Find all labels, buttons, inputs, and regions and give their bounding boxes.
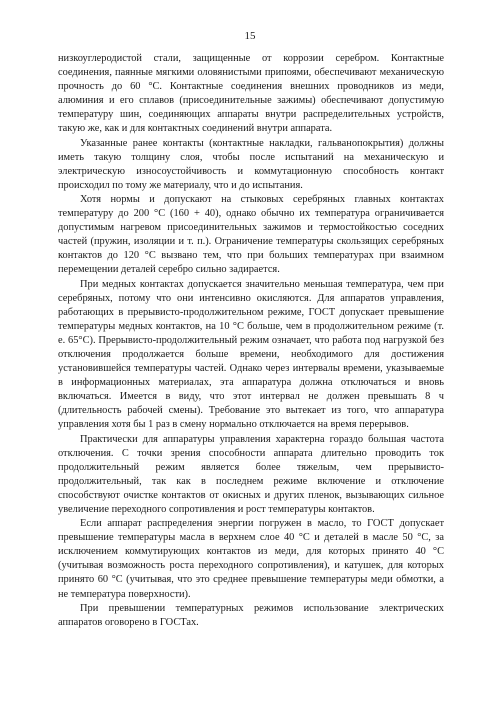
paragraph-copper-contacts: При медных контактах допускается значительно меньшая температура, чем при серебряных, потому что они интенсивно окисляются. Для аппаратов управления, работающих в прерывисто-продолжительном режиме, ГОСТ допускает превышение температуры медных контактов, на 10 °С больше, чем в продолжительном режиме (т. е. 65°С). Прерывисто-продолжительный режим означает, что работа под нагрузкой без отключения продолжается больше времени, необходимого для достижения установившейся температуры частей. Однако через интервалы времени, указываемые в информационных материалах, эта аппаратура должна отключаться и вновь включаться. Имеется в виду, что этот интервал не должен превышать 8 ч (длительность рабочей смены). Требование это вытекает из того, что аппаратура управления хотя бы 1 раз в смену нормально отключается на время перерывов. [58, 278, 444, 431]
paragraph-oil-immersed: Если аппарат распределения энергии погружен в масло, то ГОСТ допускает превышение температуры масла в верхнем слое 40 °С и деталей в масле 50 °С, за исключением коммутирующих контактов из меди, для которых принято 40 °С (учитывая возможность роста переходного сопротивления), и катушек, для которых принято 60 °С (учитывая, что это среднее превышение температуры меди обмотки, а не температура поверхности). [58, 518, 444, 600]
page-number: 15 [244, 30, 256, 42]
paragraph-gost-reference: При превышении температурных режимов использование электрических аппаратов оговорено в ГОСТах. [58, 602, 444, 628]
paragraph-switching-frequency: Практически для аппаратуры управления характерна гораздо большая частота отключения. С точки зрения способности аппарата длительно проводить ток продолжительный режим является более тяжелым, чем прерывисто-продолжительный, так как в последнем режиме включение и отключение способствуют очистке контактов от окисных и других пленок, вызывающих сильное увеличение переходного сопротивления и рост температуры контактов. [58, 433, 444, 515]
paragraph-contact-thickness: Указанные ранее контакты (контактные накладки, гальванопокрытия) должны иметь такую толщину слоя, чтобы после испытаний на механическую и электрическую износоустойчивость и коммутационную способность контакт происходил по тому же материалу, что и до испытания. [58, 137, 444, 191]
body-text [58, 52, 444, 630]
paragraph-silver-contacts: Хотя нормы и допускают на стыковых серебряных главных контактах температуру до 200 °С (160 + 40), однако обычно их температура ограничивается допустимым нагревом присоединительных зажимов и термостойкостью соседних частей (пружин, изоляции и т. п.). Ограничение температуры скользящих серебряных контактов до 120 °С вызвано тем, что при больших температурах при взаимном перемещении деталей серебро сильно задирается. [58, 193, 444, 276]
paragraph-continuation: низкоуглеродистой стали, защищенные от коррозии серебром. Контактные соединения, паянные мягкими оловянистыми припоями, обеспечивают механическую прочность до 60 °С. Контактные соединения внешних проводников из меди, алюминия и его сплавов (присоединительные зажимы) обеспечивают допустимую температуру шин, соединяющих аппараты внутри распределительных устройств, такую же, как и для контактных соединений внутри аппарата. [58, 53, 444, 135]
